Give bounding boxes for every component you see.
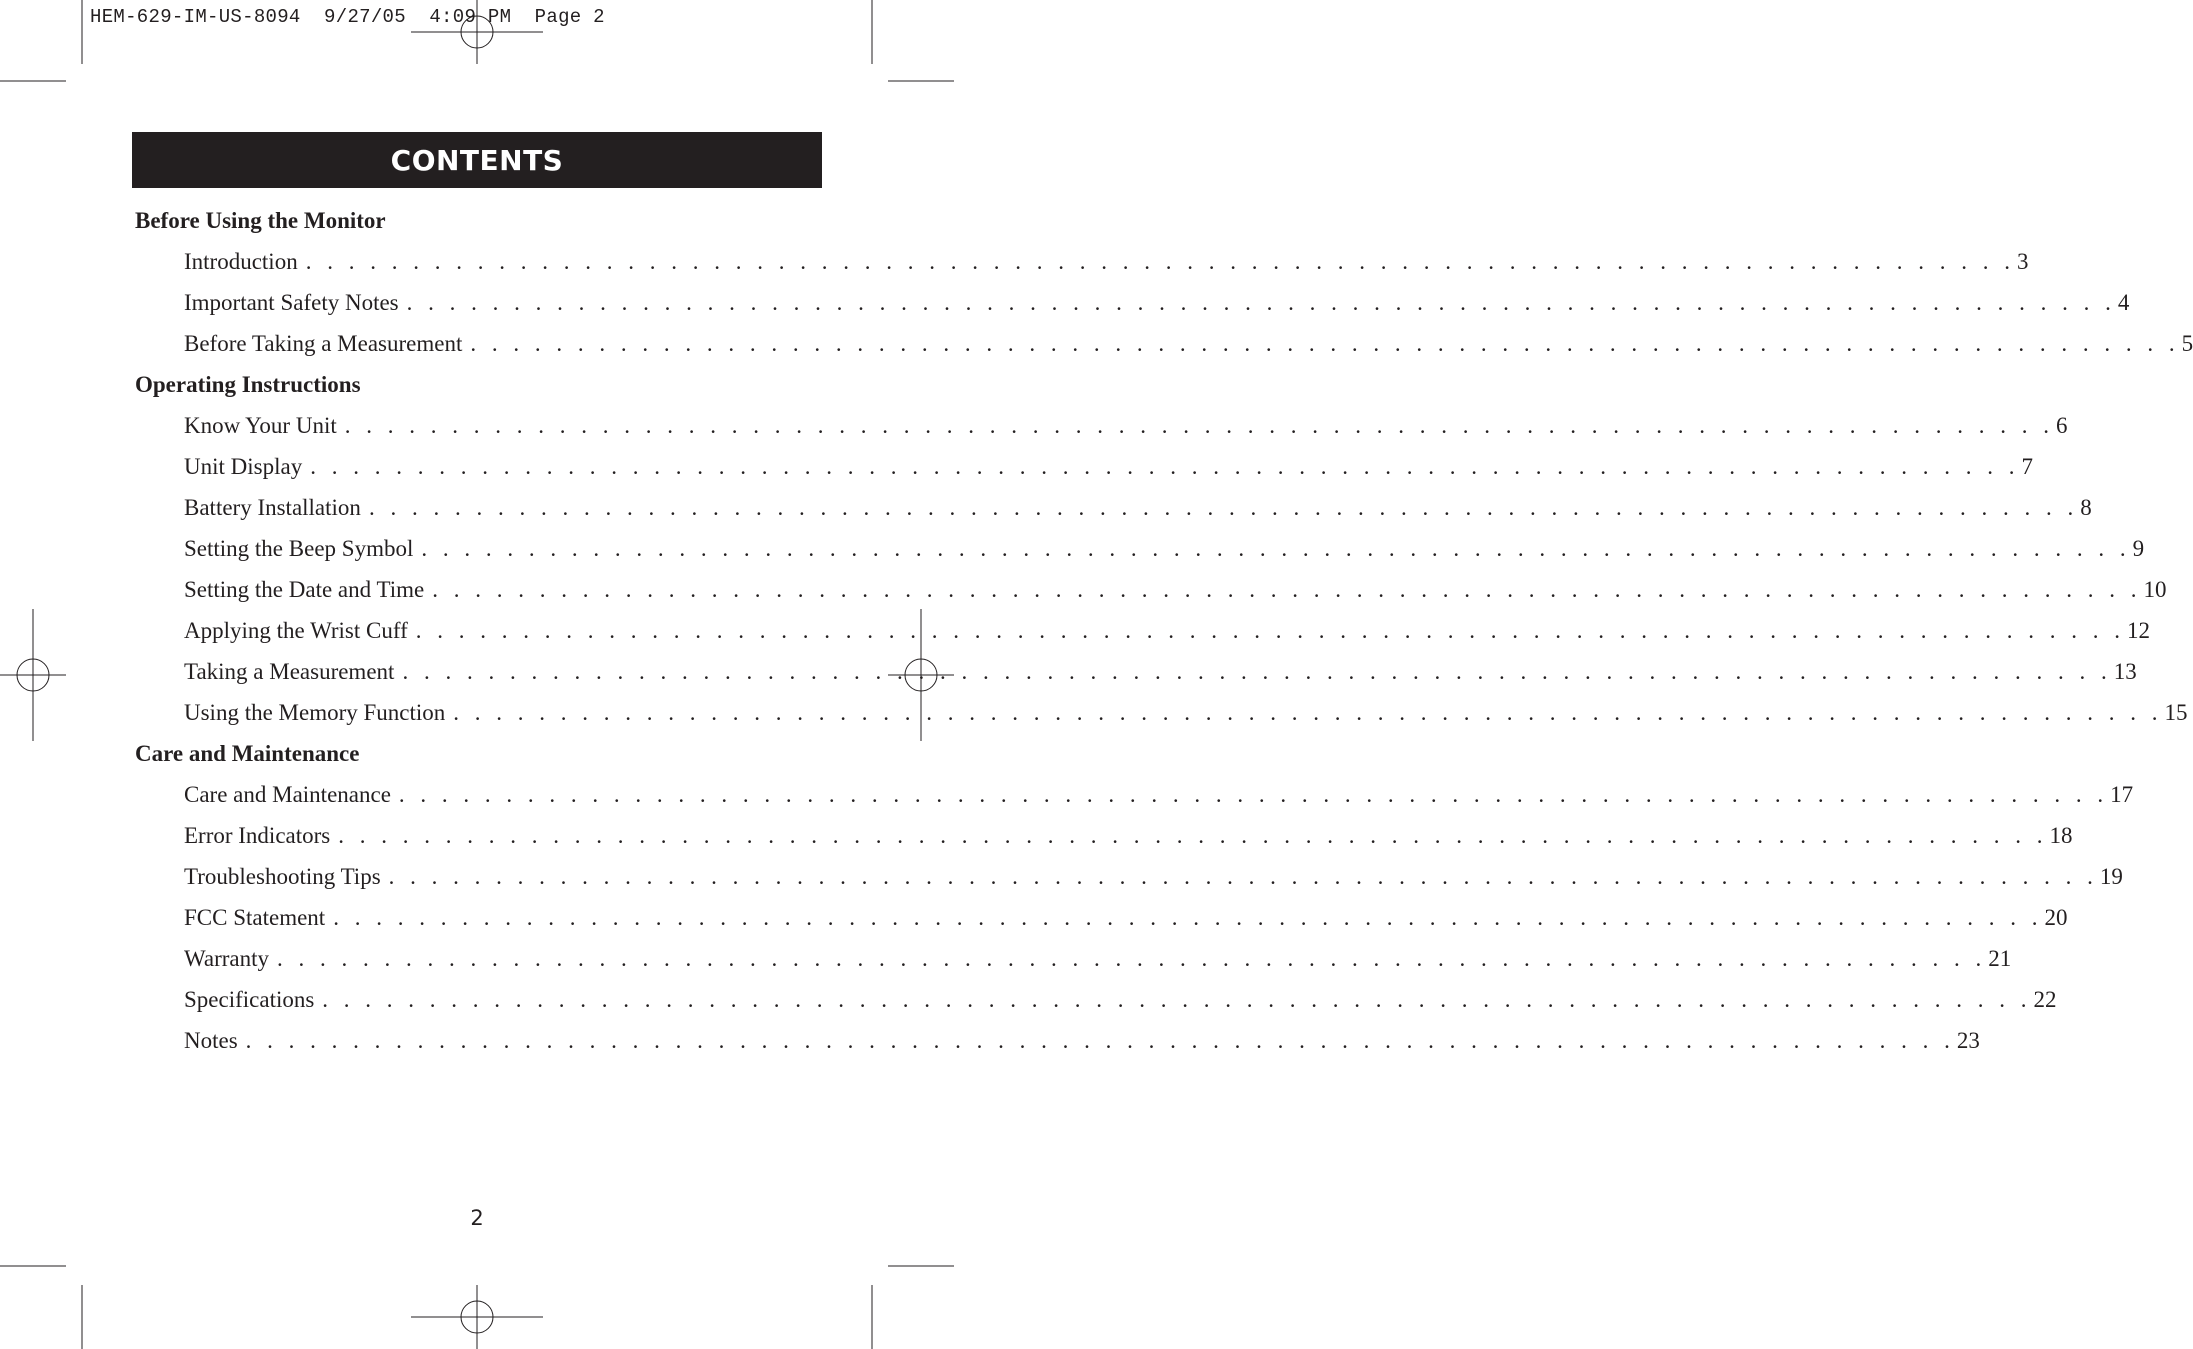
dot-leader: . . . . . . . . . . . . . . . . . . . . . . . . . . . . . . . . . . . . . . . . . . . . . . . . . . . . . . . . . . . . . . . . . . . . . . . . . . . . . . . . (368, 495, 2079, 520)
toc-entry-title: Notes (184, 1028, 238, 1053)
dot-leader: . . . . . . . . . . . . . . . . . . . . . . . . . . . . . . . . . . . . . . . . . . . . . . . . . . . . . . . . . . . . . . . . . . . . . . . . . . . . . . . . (402, 659, 2112, 684)
toc-entry[interactable] (135, 405, 2068, 446)
dot-leader: . . . . . . . . . . . . . . . . . . . . . . . . . . . . . . . . . . . . . . . . . . . . . . . . . . . . . . . . . . . . . . . . . . . . . . . . . . . . . . . . (453, 700, 2163, 725)
toc-entry-page: 21 (1988, 946, 2012, 971)
toc-entry-page: 5 (2181, 331, 2193, 356)
dot-leader: . . . . . . . . . . . . . . . . . . . . . . . . . . . . . . . . . . . . . . . . . . . . . . . . . . . . . . . . . . . . . . . . . . . . . . . . . . . . . . . . (415, 618, 2125, 643)
toc-entry[interactable] (135, 774, 2134, 815)
toc-entry[interactable] (135, 856, 2123, 897)
toc-entry-title: Specifications (184, 987, 315, 1012)
toc-entry-title: Before Taking a Measurement (184, 331, 463, 356)
dot-leader: . . . . . . . . . . . . . . . . . . . . . . . . . . . . . . . . . . . . . . . . . . . . . . . . . . . . . . . . . . . . . . . . . . . . . . . . . . . . . . . . (432, 577, 2142, 602)
toc-entry[interactable] (135, 528, 2145, 569)
dot-leader: . . . . . . . . . . . . . . . . . . . . . . . . . . . . . . . . . . . . . . . . . . . . . . . . . . . . . . . . . . . . . . . . . . . . . . . . . . . . . . . . (398, 782, 2109, 807)
toc-entry[interactable] (135, 1020, 1980, 1061)
contents-header (132, 132, 822, 188)
dot-leader: . . . . . . . . . . . . . . . . . . . . . . . . . . . . . . . . . . . . . . . . . . . . . . . . . . . . . . . . . . . . . . . . . . . . . . . . . . . . . . . . (333, 905, 2043, 930)
toc-entry-page: 13 (2113, 659, 2137, 684)
toc-entry-page: 17 (2110, 782, 2134, 807)
toc-entry-title: FCC Statement (184, 905, 326, 930)
section-heading: Before Using the Monitor (135, 208, 386, 233)
section-heading: Care and Maintenance (135, 741, 360, 766)
dot-leader: . . . . . . . . . . . . . . . . . . . . . . . . . . . . . . . . . . . . . . . . . . . . . . . . . . . . . . . . . . . . . . . . . . . . . . . . . . . . . . . . (245, 1028, 1955, 1053)
toc-entry-page: 10 (2143, 577, 2167, 602)
toc-entry[interactable] (135, 487, 2092, 528)
toc-entry-page: 23 (1956, 1028, 1980, 1053)
toc-entry-page: 9 (2132, 536, 2145, 561)
page-title: CONTENTS (390, 143, 564, 177)
dot-leader: . . . . . . . . . . . . . . . . . . . . . . . . . . . . . . . . . . . . . . . . . . . . . . . . . . . . . . . . . . . . . . . . . . . . . . . . . . . . . . . . (344, 413, 2054, 438)
toc-entry[interactable] (135, 815, 2073, 856)
dot-leader: . . . . . . . . . . . . . . . . . . . . . . . . . . . . . . . . . . . . . . . . . . . . . . . . . . . . . . . . . . . . . . . . . . . . . . . . . . . . . . . . (388, 864, 2098, 889)
toc-entry-page: 6 (2055, 413, 2068, 438)
table-of-contents (135, 200, 2193, 1061)
toc-entry-page: 18 (2049, 823, 2073, 848)
toc-entry-title: Unit Display (184, 454, 303, 479)
dot-leader: . . . . . . . . . . . . . . . . . . . . . . . . . . . . . . . . . . . . . . . . . . . . . . . . . . . . . . . . . . . . . . . . . . . . . . . . . . . . . . . . (322, 987, 2032, 1012)
toc-entry[interactable] (135, 979, 2057, 1020)
toc-entry[interactable] (135, 282, 2130, 323)
toc-entry-page: 22 (2033, 987, 2057, 1012)
toc-entry-page: 19 (2099, 864, 2123, 889)
toc-entry-title: Setting the Beep Symbol (184, 536, 414, 561)
toc-entry-title: Taking a Measurement (184, 659, 395, 684)
dot-leader: . . . . . . . . . . . . . . . . . . . . . . . . . . . . . . . . . . . . . . . . . . . . . . . . . . . . . . . . . . . . . . . . . . . . . . . . . . . . . . . . (305, 249, 2015, 274)
toc-entry-page: 12 (2127, 618, 2150, 643)
toc-entry-title: Know Your Unit (184, 413, 337, 438)
toc-entry-title: Introduction (184, 249, 298, 274)
toc-entry[interactable] (135, 446, 2033, 487)
toc-entry-page: 3 (2016, 249, 2029, 274)
dot-leader: . . . . . . . . . . . . . . . . . . . . . . . . . . . . . . . . . . . . . . . . . . . . . . . . . . . . . . . . . . . . . . . . . . . . . . . . . . . . . . . . (470, 331, 2180, 356)
toc-entry-page: 8 (2080, 495, 2092, 520)
dot-leader: . . . . . . . . . . . . . . . . . . . . . . . . . . . . . . . . . . . . . . . . . . . . . . . . . . . . . . . . . . . . . . . . . . . . . . . . . . . . . . . . (338, 823, 2048, 848)
dot-leader: . . . . . . . . . . . . . . . . . . . . . . . . . . . . . . . . . . . . . . . . . . . . . . . . . . . . . . . . . . . . . . . . . . . . . . . . . . . . . . . . (421, 536, 2131, 561)
toc-entry-page: 15 (2164, 700, 2188, 725)
toc-entry-title: Using the Memory Function (184, 700, 446, 725)
toc-entry[interactable] (135, 610, 2150, 651)
toc-entry-title: Battery Installation (184, 495, 361, 520)
toc-entry[interactable] (135, 651, 2137, 692)
toc-entry-page: 7 (2021, 454, 2033, 479)
toc-entry-title: Warranty (184, 946, 269, 971)
dot-leader: . . . . . . . . . . . . . . . . . . . . . . . . . . . . . . . . . . . . . . . . . . . . . . . . . . . . . . . . . . . . . . . . . . . . . . . . . . . . . . . . (310, 454, 2020, 479)
toc-entry-title: Error Indicators (184, 823, 331, 848)
section-heading: Operating Instructions (135, 372, 361, 397)
toc-entry[interactable] (135, 241, 2029, 282)
toc-entry-title: Applying the Wrist Cuff (184, 618, 408, 643)
dot-leader: . . . . . . . . . . . . . . . . . . . . . . . . . . . . . . . . . . . . . . . . . . . . . . . . . . . . . . . . . . . . . . . . . . . . . . . . . . . . . . . . (277, 946, 1987, 971)
toc-entry[interactable] (135, 692, 2188, 733)
toc-entry-title: Important Safety Notes (184, 290, 399, 315)
toc-entry[interactable] (135, 323, 2193, 364)
toc-entry-title: Care and Maintenance (184, 782, 391, 807)
toc-entry-page: 20 (2044, 905, 2068, 930)
toc-entry[interactable] (135, 938, 2012, 979)
toc-entry-title: Troubleshooting Tips (184, 864, 381, 889)
toc-entry[interactable] (135, 569, 2167, 610)
toc-entry-page: 4 (2117, 290, 2130, 315)
toc-entry-title: Setting the Date and Time (184, 577, 425, 602)
printer-slug: HEM-629-IM-US-8094 9/27/05 4:09 PM Page 2 (90, 6, 605, 28)
dot-leader: . . . . . . . . . . . . . . . . . . . . . . . . . . . . . . . . . . . . . . . . . . . . . . . . . . . . . . . . . . . . . . . . . . . . . . . . . . . . . . . . (406, 290, 2116, 315)
toc-entry[interactable] (135, 897, 2068, 938)
page-number: 2 (470, 1206, 484, 1230)
